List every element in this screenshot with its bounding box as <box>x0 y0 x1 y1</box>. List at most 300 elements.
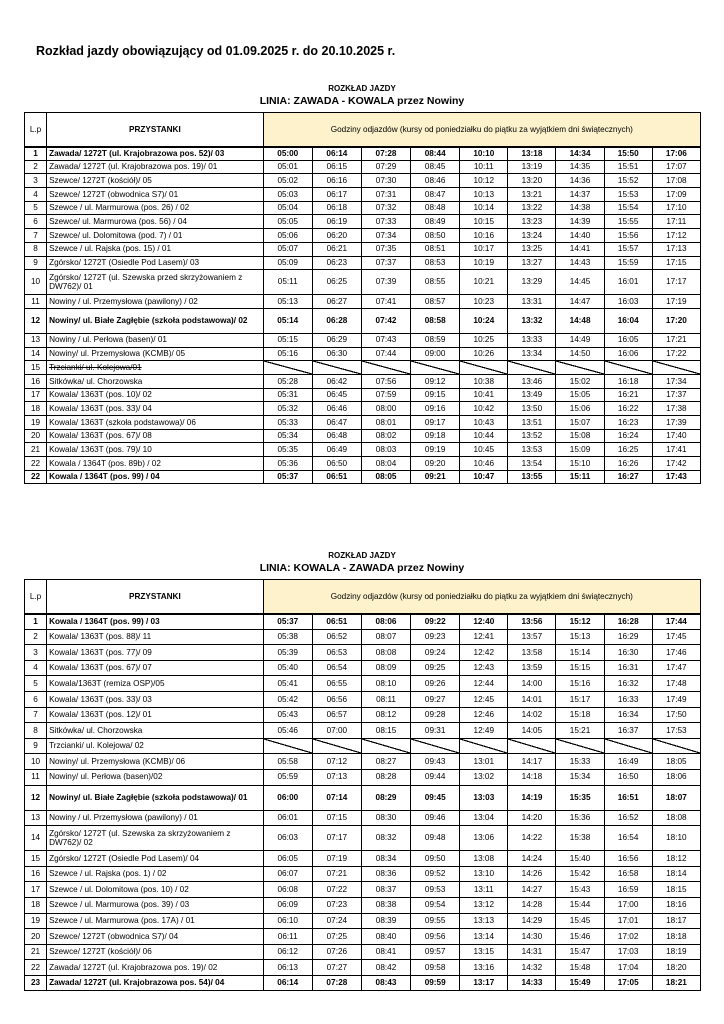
departure-time: 10:23 <box>460 295 508 309</box>
departure-time: 15:06 <box>556 402 604 416</box>
stop-name: Zawada/ 1272T (ul. Krajobrazowa pos. 52)/ 03 <box>47 147 264 161</box>
departure-time: 05:13 <box>263 295 312 309</box>
departure-time: 07:41 <box>361 295 410 309</box>
departure-time: 14:24 <box>508 851 556 867</box>
no-stop-cell <box>604 361 652 375</box>
row-number: 10 <box>25 754 47 770</box>
departure-time: 07:19 <box>312 851 361 867</box>
no-stop-cell <box>411 361 460 375</box>
table-row <box>25 944 701 960</box>
departure-time: 18:14 <box>652 866 700 882</box>
departure-time: 13:57 <box>508 629 556 645</box>
departure-time: 15:42 <box>556 866 604 882</box>
section-label: ROZKŁAD JAZDY <box>328 551 396 560</box>
stop-name: Szewce/ 1272T (kościół)/ 06 <box>47 944 264 960</box>
departure-time: 16:24 <box>604 429 652 443</box>
table-row <box>25 470 701 484</box>
departure-time: 17:19 <box>652 295 700 309</box>
departure-time: 06:01 <box>263 810 312 826</box>
departure-time: 06:30 <box>312 347 361 361</box>
departure-time: 06:29 <box>312 333 361 347</box>
table-row <box>25 629 701 645</box>
departure-time: 13:11 <box>460 882 508 898</box>
departure-time: 17:41 <box>652 443 700 457</box>
row-number: 5 <box>25 201 47 215</box>
departure-time: 16:29 <box>604 629 652 645</box>
departure-time: 14:17 <box>508 754 556 770</box>
departure-time: 09:15 <box>411 388 460 402</box>
departure-time: 07:25 <box>312 929 361 945</box>
departure-time: 17:53 <box>652 723 700 739</box>
departure-time: 12:42 <box>460 645 508 661</box>
departure-time: 15:55 <box>604 215 652 229</box>
departure-time: 07:17 <box>312 826 361 851</box>
departure-time: 13:25 <box>508 242 556 256</box>
stop-name: Szewce / ul. Marmurowa (pos. 26) / 02 <box>47 201 264 215</box>
departure-time: 16:28 <box>604 614 652 630</box>
departure-time: 08:07 <box>361 629 410 645</box>
departure-time: 06:14 <box>312 147 361 161</box>
row-number: 23 <box>25 975 47 991</box>
table-row <box>25 333 701 347</box>
departure-time: 08:12 <box>361 707 410 723</box>
departure-time: 18:20 <box>652 960 700 976</box>
departure-time: 13:59 <box>508 660 556 676</box>
departure-time: 09:43 <box>411 754 460 770</box>
no-stop-cell <box>460 361 508 375</box>
departure-time: 09:50 <box>411 851 460 867</box>
departure-time: 17:34 <box>652 374 700 388</box>
departure-time: 17:46 <box>652 645 700 661</box>
stop-name: Nowiny / ul. Perłowa (basen)/ 01 <box>47 333 264 347</box>
departure-time: 15:21 <box>556 723 604 739</box>
departure-time: 07:26 <box>312 944 361 960</box>
departure-time: 15:53 <box>604 188 652 202</box>
stop-name: Kowala/ 1363T (pos. 33)/ 04 <box>47 402 264 416</box>
departure-time: 16:50 <box>604 769 652 785</box>
departure-time: 17:13 <box>652 242 700 256</box>
departure-time: 18:16 <box>652 897 700 913</box>
table-row <box>25 810 701 826</box>
stop-name: Kowala/ 1363T (pos. 79)/ 10 <box>47 443 264 457</box>
departure-time: 14:37 <box>556 188 604 202</box>
departure-time: 13:49 <box>508 388 556 402</box>
table-row <box>25 960 701 976</box>
departure-time: 06:12 <box>263 944 312 960</box>
table-row <box>25 147 701 161</box>
departure-time: 16:25 <box>604 443 652 457</box>
departure-time: 14:35 <box>556 160 604 174</box>
departure-time: 15:45 <box>556 913 604 929</box>
row-number: 16 <box>25 374 47 388</box>
departure-time: 08:44 <box>411 147 460 161</box>
departure-time: 05:05 <box>263 215 312 229</box>
departure-time: 10:11 <box>460 160 508 174</box>
row-number: 7 <box>25 707 47 723</box>
departure-time: 14:48 <box>556 308 604 333</box>
departure-time: 05:58 <box>263 754 312 770</box>
departure-time: 17:20 <box>652 308 700 333</box>
row-number: 12 <box>25 308 47 333</box>
departure-time: 10:46 <box>460 457 508 471</box>
departure-time: 05:02 <box>263 174 312 188</box>
departure-time: 09:52 <box>411 866 460 882</box>
table-row <box>25 975 701 991</box>
departure-time: 09:17 <box>411 416 460 430</box>
table-row <box>25 270 701 295</box>
departure-time: 08:50 <box>411 229 460 243</box>
departure-time: 12:44 <box>460 676 508 692</box>
departure-time: 13:21 <box>508 188 556 202</box>
departure-time: 06:11 <box>263 929 312 945</box>
departure-time: 16:56 <box>604 851 652 867</box>
departure-time: 10:12 <box>460 174 508 188</box>
departure-time: 17:37 <box>652 388 700 402</box>
stop-name: Szewce/ 1272T (kościół)/ 05 <box>47 174 264 188</box>
departure-time: 13:04 <box>460 810 508 826</box>
table-row <box>25 242 701 256</box>
departure-time: 08:32 <box>361 826 410 851</box>
row-number: 19 <box>25 416 47 430</box>
departure-time: 09:46 <box>411 810 460 826</box>
departure-time: 10:42 <box>460 402 508 416</box>
departure-time: 13:52 <box>508 429 556 443</box>
departure-time: 14:05 <box>508 723 556 739</box>
departure-time: 08:05 <box>361 470 410 484</box>
departure-time: 17:04 <box>604 960 652 976</box>
table-row <box>25 676 701 692</box>
departure-time: 10:25 <box>460 333 508 347</box>
departure-time: 13:02 <box>460 769 508 785</box>
departure-time: 13:03 <box>460 785 508 810</box>
departure-time: 09:00 <box>411 347 460 361</box>
departure-time: 09:55 <box>411 913 460 929</box>
stop-name: Sitkówka/ ul. Chorzowska <box>47 374 264 388</box>
departure-time: 09:48 <box>411 826 460 851</box>
departure-time: 17:15 <box>652 256 700 270</box>
departure-time: 15:15 <box>556 660 604 676</box>
stop-name: Kowala / 1364T (pos. 99) / 03 <box>47 614 264 630</box>
table-row <box>25 347 701 361</box>
departure-time: 15:12 <box>556 614 604 630</box>
stop-name: Szewce/ ul. Dolomitowa (pod. 7) / 01 <box>47 229 264 243</box>
departure-time: 14:45 <box>556 270 604 295</box>
departure-time: 17:09 <box>652 188 700 202</box>
line-title: LINIA: ZAWADA - KOWALA przez Nowiny <box>259 95 465 107</box>
departure-time: 14:36 <box>556 174 604 188</box>
departure-time: 07:00 <box>312 723 361 739</box>
departure-time: 06:48 <box>312 429 361 443</box>
departure-time: 14:33 <box>508 975 556 991</box>
departure-time: 08:08 <box>361 645 410 661</box>
departure-time: 13:06 <box>460 826 508 851</box>
departure-time: 06:08 <box>263 882 312 898</box>
departure-time: 05:06 <box>263 229 312 243</box>
departure-time: 12:40 <box>460 614 508 630</box>
departure-time: 18:12 <box>652 851 700 867</box>
table-row <box>25 785 701 810</box>
departure-time: 05:28 <box>263 374 312 388</box>
stop-name: Nowiny/ ul. Białe Zagłębie (szkoła podstawowa)/ 01 <box>47 785 264 810</box>
stop-name: Kowala/ 1363T (pos. 33)/ 03 <box>47 691 264 707</box>
stop-name: Zawada/ 1272T (ul. Krajobrazowa pos. 19)/ 01 <box>47 160 264 174</box>
table-row <box>25 160 701 174</box>
departure-time: 08:30 <box>361 810 410 826</box>
table-row <box>25 707 701 723</box>
departure-time: 09:23 <box>411 629 460 645</box>
departure-time: 08:06 <box>361 614 410 630</box>
no-stop-cell <box>604 738 652 754</box>
departure-time: 06:05 <box>263 851 312 867</box>
departure-time: 05:39 <box>263 645 312 661</box>
departure-time: 07:43 <box>361 333 410 347</box>
row-number: 3 <box>25 645 47 661</box>
departure-time: 06:13 <box>263 960 312 976</box>
departure-time: 06:49 <box>312 443 361 457</box>
departure-time: 08:29 <box>361 785 410 810</box>
departure-time: 17:03 <box>604 944 652 960</box>
departure-time: 12:43 <box>460 660 508 676</box>
no-stop-cell <box>508 361 556 375</box>
table-row <box>25 660 701 676</box>
departure-time: 16:33 <box>604 691 652 707</box>
departure-time: 08:01 <box>361 416 410 430</box>
departure-time: 15:48 <box>556 960 604 976</box>
departure-time: 06:46 <box>312 402 361 416</box>
stop-name: Trzcianki/ ul. Kolejowa/01 <box>47 361 264 375</box>
departure-time: 09:21 <box>411 470 460 484</box>
departure-time: 15:51 <box>604 160 652 174</box>
row-number: 3 <box>25 174 47 188</box>
departure-time: 13:17 <box>460 975 508 991</box>
departure-time: 09:25 <box>411 660 460 676</box>
departure-time: 05:37 <box>263 614 312 630</box>
departure-time: 09:57 <box>411 944 460 960</box>
departure-time: 14:34 <box>556 147 604 161</box>
stop-name: Kowala/ 1363T (pos. 12)/ 01 <box>47 707 264 723</box>
departure-time: 17:00 <box>604 897 652 913</box>
table-header <box>25 580 701 614</box>
stop-name: Zgórsko/ 1272T (ul. Szewska za skrzyżowaniem z DW762)/ 02 <box>47 826 264 851</box>
stop-name: Zgórsko/ 1272T (Osiedle Pod Lasem)/ 04 <box>47 851 264 867</box>
departure-time: 09:24 <box>411 645 460 661</box>
departure-time: 06:51 <box>312 470 361 484</box>
departure-time: 15:43 <box>556 882 604 898</box>
table-row <box>25 769 701 785</box>
departure-time: 07:30 <box>361 174 410 188</box>
departure-time: 08:34 <box>361 851 410 867</box>
departure-time: 15:47 <box>556 944 604 960</box>
departure-time: 16:01 <box>604 270 652 295</box>
departure-time: 13:15 <box>460 944 508 960</box>
departure-time: 18:17 <box>652 913 700 929</box>
departure-time: 16:59 <box>604 882 652 898</box>
departure-time: 09:26 <box>411 676 460 692</box>
departure-time: 16:52 <box>604 810 652 826</box>
departure-time: 13:19 <box>508 160 556 174</box>
departure-time: 16:04 <box>604 308 652 333</box>
stop-name: Szewce/ 1272T (obwodnica S7)/ 01 <box>47 188 264 202</box>
departure-time: 06:56 <box>312 691 361 707</box>
departure-time: 17:21 <box>652 333 700 347</box>
row-number: 9 <box>25 738 47 754</box>
stop-name: Nowiny / ul. Przemysłowa (pawilony) / 02 <box>47 295 264 309</box>
row-number: 6 <box>25 215 47 229</box>
departure-time: 15:07 <box>556 416 604 430</box>
no-stop-cell <box>263 361 312 375</box>
table-header <box>25 113 701 147</box>
departure-time: 18:05 <box>652 754 700 770</box>
departure-time: 08:55 <box>411 270 460 295</box>
departure-time: 17:06 <box>652 147 700 161</box>
table-row <box>25 645 701 661</box>
no-stop-cell <box>411 738 460 754</box>
departure-time: 06:57 <box>312 707 361 723</box>
departure-time: 14:20 <box>508 810 556 826</box>
departure-time: 07:23 <box>312 897 361 913</box>
departure-time: 15:35 <box>556 785 604 810</box>
departure-time: 05:14 <box>263 308 312 333</box>
stop-name: Szewce/ ul. Marmurowa (pos. 56) / 04 <box>47 215 264 229</box>
departure-time: 08:00 <box>361 402 410 416</box>
row-number: 1 <box>25 147 47 161</box>
departure-time: 08:49 <box>411 215 460 229</box>
row-number: 11 <box>25 769 47 785</box>
departure-time: 13:54 <box>508 457 556 471</box>
departure-time: 07:12 <box>312 754 361 770</box>
departure-time: 06:53 <box>312 645 361 661</box>
row-number: 20 <box>25 429 47 443</box>
table-row <box>25 295 701 309</box>
departure-time: 09:31 <box>411 723 460 739</box>
departure-time: 06:14 <box>263 975 312 991</box>
stop-name: Zawada/ 1272T (ul. Krajobrazowa pos. 19)/ 02 <box>47 960 264 976</box>
departure-time: 09:53 <box>411 882 460 898</box>
stop-name: Sitkówka/ ul. Chorzowska <box>47 723 264 739</box>
departure-time: 16:49 <box>604 754 652 770</box>
departure-time: 09:22 <box>411 614 460 630</box>
no-stop-cell <box>312 361 361 375</box>
departure-time: 15:14 <box>556 645 604 661</box>
row-number: 20 <box>25 929 47 945</box>
stop-name: Nowiny/ ul. Białe Zagłębie (szkoła podstawowa)/ 02 <box>47 308 264 333</box>
departure-time: 18:18 <box>652 929 700 945</box>
stop-name: Kowala/1363T (remiza OSP)/05 <box>47 676 264 692</box>
departure-time: 14:02 <box>508 707 556 723</box>
stop-name: Szewce / ul. Rajska (pos. 15) / 01 <box>47 242 264 256</box>
departure-time: 08:38 <box>361 897 410 913</box>
departure-time: 05:35 <box>263 443 312 457</box>
departure-time: 10:21 <box>460 270 508 295</box>
row-number: 2 <box>25 160 47 174</box>
stop-name: Trzcianki/ ul. Kolejowa/ 02 <box>47 738 264 754</box>
header-lp: L.p <box>25 113 47 147</box>
stop-name: Kowala/ 1363T (pos. 77)/ 09 <box>47 645 264 661</box>
departure-time: 14:39 <box>556 215 604 229</box>
row-number: 14 <box>25 347 47 361</box>
departure-time: 06:51 <box>312 614 361 630</box>
departure-time: 13:24 <box>508 229 556 243</box>
departure-time: 09:56 <box>411 929 460 945</box>
table-row <box>25 308 701 333</box>
departure-time: 06:03 <box>263 826 312 851</box>
no-stop-cell <box>312 738 361 754</box>
departure-time: 17:17 <box>652 270 700 295</box>
departure-time: 17:22 <box>652 347 700 361</box>
row-number: 11 <box>25 295 47 309</box>
departure-time: 10:45 <box>460 443 508 457</box>
departure-time: 16:05 <box>604 333 652 347</box>
no-stop-cell <box>508 738 556 754</box>
no-stop-cell <box>361 361 410 375</box>
row-number: 22 <box>25 457 47 471</box>
departure-time: 10:19 <box>460 256 508 270</box>
departure-time: 06:20 <box>312 229 361 243</box>
departure-time: 16:32 <box>604 676 652 692</box>
departure-time: 08:15 <box>361 723 410 739</box>
departure-time: 14:01 <box>508 691 556 707</box>
departure-time: 15:59 <box>604 256 652 270</box>
departure-time: 16:31 <box>604 660 652 676</box>
table-row <box>25 913 701 929</box>
departure-time: 16:18 <box>604 374 652 388</box>
stop-name: Szewce / ul. Marmurowa (pos. 39) / 03 <box>47 897 264 913</box>
departure-time: 16:03 <box>604 295 652 309</box>
departure-time: 09:27 <box>411 691 460 707</box>
departure-time: 15:13 <box>556 629 604 645</box>
departure-time: 13:13 <box>460 913 508 929</box>
departure-time: 09:54 <box>411 897 460 913</box>
departure-time: 05:38 <box>263 629 312 645</box>
departure-time: 15:38 <box>556 826 604 851</box>
departure-time: 07:28 <box>312 975 361 991</box>
departure-time: 14:26 <box>508 866 556 882</box>
departure-time: 13:23 <box>508 215 556 229</box>
stop-name: Kowala/ 1363T (pos. 67)/ 07 <box>47 660 264 676</box>
departure-time: 13:56 <box>508 614 556 630</box>
table-row <box>25 897 701 913</box>
stop-name: Nowiny/ ul. Przemysłowa (KCMB)/ 05 <box>47 347 264 361</box>
departure-time: 15:49 <box>556 975 604 991</box>
section-label: ROZKŁAD JAZDY <box>328 84 396 93</box>
table-row <box>25 416 701 430</box>
departure-time: 08:04 <box>361 457 410 471</box>
departure-time: 06:23 <box>312 256 361 270</box>
departure-time: 17:05 <box>604 975 652 991</box>
departure-time: 10:16 <box>460 229 508 243</box>
departure-time: 15:33 <box>556 754 604 770</box>
departure-time: 14:32 <box>508 960 556 976</box>
departure-time: 08:37 <box>361 882 410 898</box>
departure-time: 16:26 <box>604 457 652 471</box>
departure-time: 09:28 <box>411 707 460 723</box>
departure-time: 08:09 <box>361 660 410 676</box>
departure-time: 18:21 <box>652 975 700 991</box>
departure-time: 05:42 <box>263 691 312 707</box>
row-number: 21 <box>25 443 47 457</box>
departure-time: 08:10 <box>361 676 410 692</box>
departure-time: 16:22 <box>604 402 652 416</box>
departure-time: 06:17 <box>312 188 361 202</box>
departure-time: 15:57 <box>604 242 652 256</box>
departure-time: 15:10 <box>556 457 604 471</box>
table-row <box>25 388 701 402</box>
departure-time: 07:37 <box>361 256 410 270</box>
departure-time: 08:02 <box>361 429 410 443</box>
departure-time: 06:45 <box>312 388 361 402</box>
departure-time: 09:19 <box>411 443 460 457</box>
no-stop-cell <box>556 738 604 754</box>
